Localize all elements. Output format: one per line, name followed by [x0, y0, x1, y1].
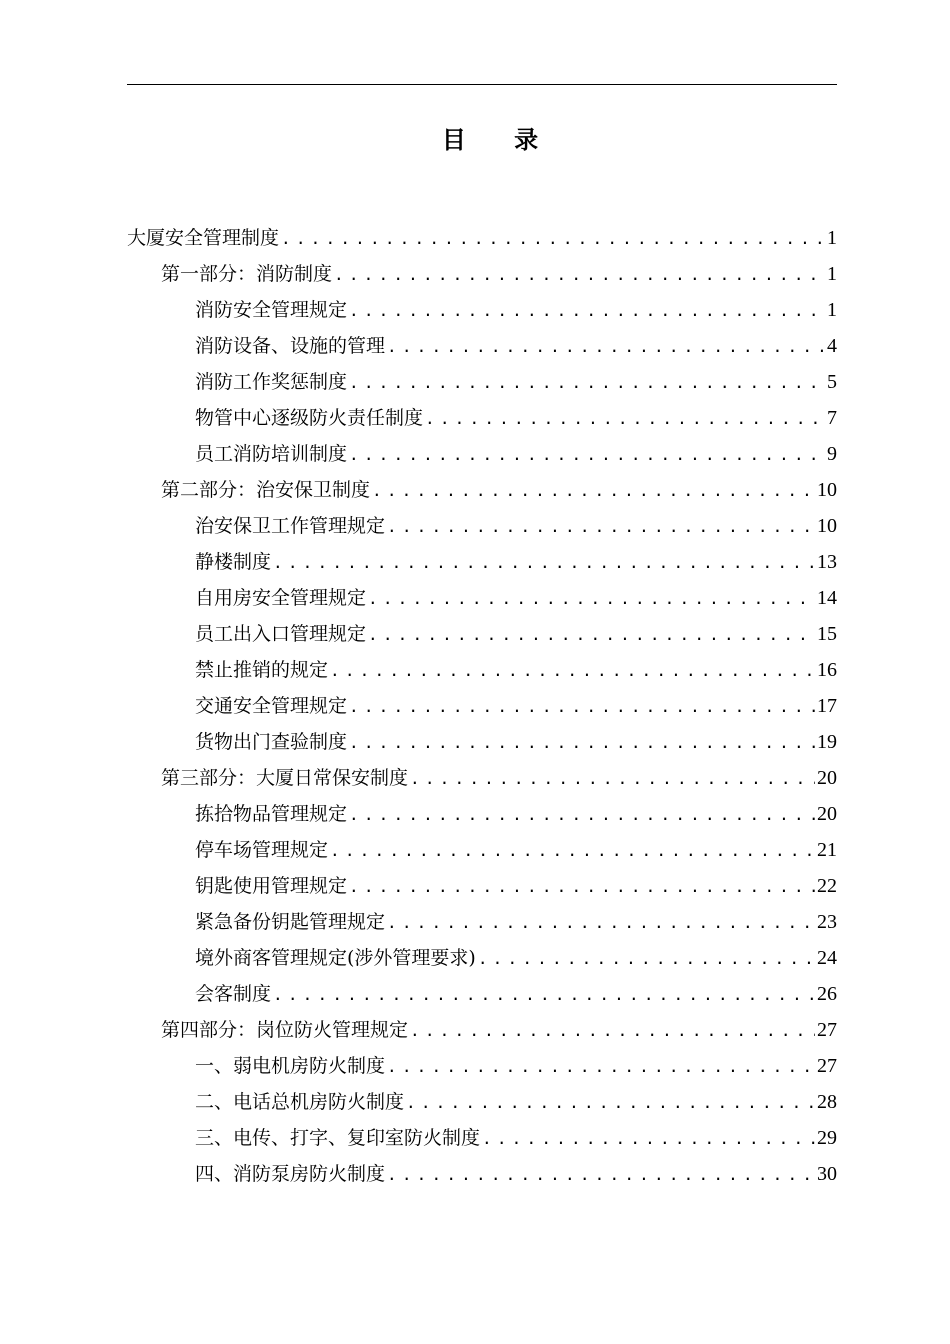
dot-leader [349, 293, 825, 329]
toc-entry-text: 物管中心逐级防火责任制度 [195, 407, 424, 429]
dot-leader [387, 1049, 815, 1085]
toc-entry-text: 第一部分：消防制度 [161, 263, 333, 285]
toc-entry-text: 消防设备、设施的管理 [195, 335, 386, 357]
toc-entry[interactable] [127, 508, 837, 544]
toc-page-number: 9 [827, 443, 837, 465]
toc-page-number: 21 [817, 839, 837, 861]
toc-page-number: 13 [817, 551, 837, 573]
toc-entry-text: 二、电话总机房防火制度 [195, 1091, 405, 1113]
toc-entry[interactable] [127, 976, 837, 1012]
toc-page-number: 10 [817, 515, 837, 537]
toc-page-number: 1 [827, 263, 837, 285]
toc-entry-text: 紧急备份钥匙管理规定 [195, 911, 386, 933]
dot-leader [349, 725, 815, 761]
toc-entry[interactable] [127, 724, 837, 760]
dot-leader [349, 797, 815, 833]
toc-entry[interactable] [127, 1156, 837, 1192]
dot-leader [478, 941, 815, 977]
dot-leader [349, 365, 825, 401]
dot-leader [425, 401, 825, 437]
dot-leader [368, 581, 815, 617]
dot-leader [281, 221, 825, 257]
toc-entry-text: 治安保卫工作管理规定 [195, 515, 386, 537]
toc-page-number: 23 [817, 911, 837, 933]
toc-entry[interactable] [127, 1012, 837, 1048]
toc-entry[interactable] [127, 616, 837, 652]
toc-title: 目 录 [441, 125, 559, 154]
toc-page-number: 20 [817, 767, 837, 789]
toc-entry-text: 第三部分：大厦日常保安制度 [161, 767, 409, 789]
toc-entry-text: 静楼制度 [195, 551, 272, 573]
toc-page-number: 20 [817, 803, 837, 825]
toc-entry-text: 四、消防泵房防火制度 [195, 1163, 386, 1185]
dot-leader [349, 869, 815, 905]
toc-page-number: 28 [817, 1091, 837, 1113]
dot-leader [387, 509, 815, 545]
toc-entry[interactable] [127, 1084, 837, 1120]
toc-page-number: 27 [817, 1019, 837, 1041]
toc-entry-text: 境外商客管理规定(涉外管理要求) [195, 947, 476, 969]
toc-entry[interactable] [127, 832, 837, 868]
toc-entry[interactable] [127, 760, 837, 796]
toc-entry-text: 停车场管理规定 [195, 839, 329, 861]
toc-page-number: 7 [827, 407, 837, 429]
toc-entry[interactable] [127, 544, 837, 580]
toc-page-number: 15 [817, 623, 837, 645]
header-rule [127, 84, 837, 85]
toc-entry[interactable] [127, 904, 837, 940]
toc-entry-text: 交通安全管理规定 [195, 695, 348, 717]
toc-entry[interactable] [127, 940, 837, 976]
dot-leader [349, 689, 815, 725]
dot-leader [387, 905, 815, 941]
toc-entry-text: 第二部分：治安保卫制度 [161, 479, 371, 501]
toc-entry[interactable] [127, 868, 837, 904]
toc-entry[interactable] [127, 1048, 837, 1084]
toc-entry[interactable] [127, 256, 837, 292]
toc-entry[interactable] [127, 436, 837, 472]
dot-leader [330, 833, 815, 869]
toc-entry-text: 大厦安全管理制度 [127, 227, 280, 249]
toc-entry[interactable] [127, 796, 837, 832]
toc-entry[interactable] [127, 328, 837, 364]
toc-entry-text: 会客制度 [195, 983, 272, 1005]
toc-page-number: 1 [827, 227, 837, 249]
dot-leader [410, 1013, 815, 1049]
toc-entry[interactable] [127, 220, 837, 256]
toc-entry[interactable] [127, 1120, 837, 1156]
toc-page-number: 29 [817, 1127, 837, 1149]
toc-entry-text: 三、电传、打字、复印室防火制度 [195, 1127, 481, 1149]
toc-page-number: 19 [817, 731, 837, 753]
toc-entry[interactable] [127, 472, 837, 508]
toc-entry-text: 消防工作奖惩制度 [195, 371, 348, 393]
toc-page-number: 5 [827, 371, 837, 393]
toc-page-number: 4 [827, 335, 837, 357]
dot-leader [406, 1085, 815, 1121]
toc-entry[interactable] [127, 688, 837, 724]
toc-page-number: 30 [817, 1163, 837, 1185]
table-of-contents [127, 220, 837, 1192]
toc-entry-text: 自用房安全管理规定 [195, 587, 367, 609]
dot-leader [349, 437, 825, 473]
toc-page-number: 26 [817, 983, 837, 1005]
dot-leader [387, 1157, 815, 1193]
toc-entry-text: 拣拾物品管理规定 [195, 803, 348, 825]
toc-entry-text: 钥匙使用管理规定 [195, 875, 348, 897]
toc-entry[interactable] [127, 580, 837, 616]
dot-leader [334, 257, 825, 293]
toc-entry-text: 一、弱电机房防火制度 [195, 1055, 386, 1077]
toc-page-number: 22 [817, 875, 837, 897]
toc-page-number: 27 [817, 1055, 837, 1077]
toc-page-number: 16 [817, 659, 837, 681]
toc-entry-text: 员工消防培训制度 [195, 443, 348, 465]
dot-leader [368, 617, 815, 653]
dot-leader [273, 977, 815, 1013]
toc-page-number: 14 [817, 587, 837, 609]
toc-page-number: 24 [817, 947, 837, 969]
toc-entry-text: 消防安全管理规定 [195, 299, 348, 321]
toc-page-number: 10 [817, 479, 837, 501]
toc-entry[interactable] [127, 292, 837, 328]
toc-entry[interactable] [127, 400, 837, 436]
dot-leader [387, 329, 825, 365]
toc-entry-text: 第四部分：岗位防火管理规定 [161, 1019, 409, 1041]
toc-entry[interactable] [127, 652, 837, 688]
toc-entry[interactable] [127, 364, 837, 400]
toc-page-number: 1 [827, 299, 837, 321]
dot-leader [372, 473, 815, 509]
toc-entry-text: 禁止推销的规定 [195, 659, 329, 681]
dot-leader [330, 653, 815, 689]
toc-page-number: 17 [817, 695, 837, 717]
dot-leader [482, 1121, 815, 1157]
dot-leader [273, 545, 815, 581]
dot-leader [410, 761, 815, 797]
toc-entry-text: 货物出门查验制度 [195, 731, 348, 753]
toc-entry-text: 员工出入口管理规定 [195, 623, 367, 645]
